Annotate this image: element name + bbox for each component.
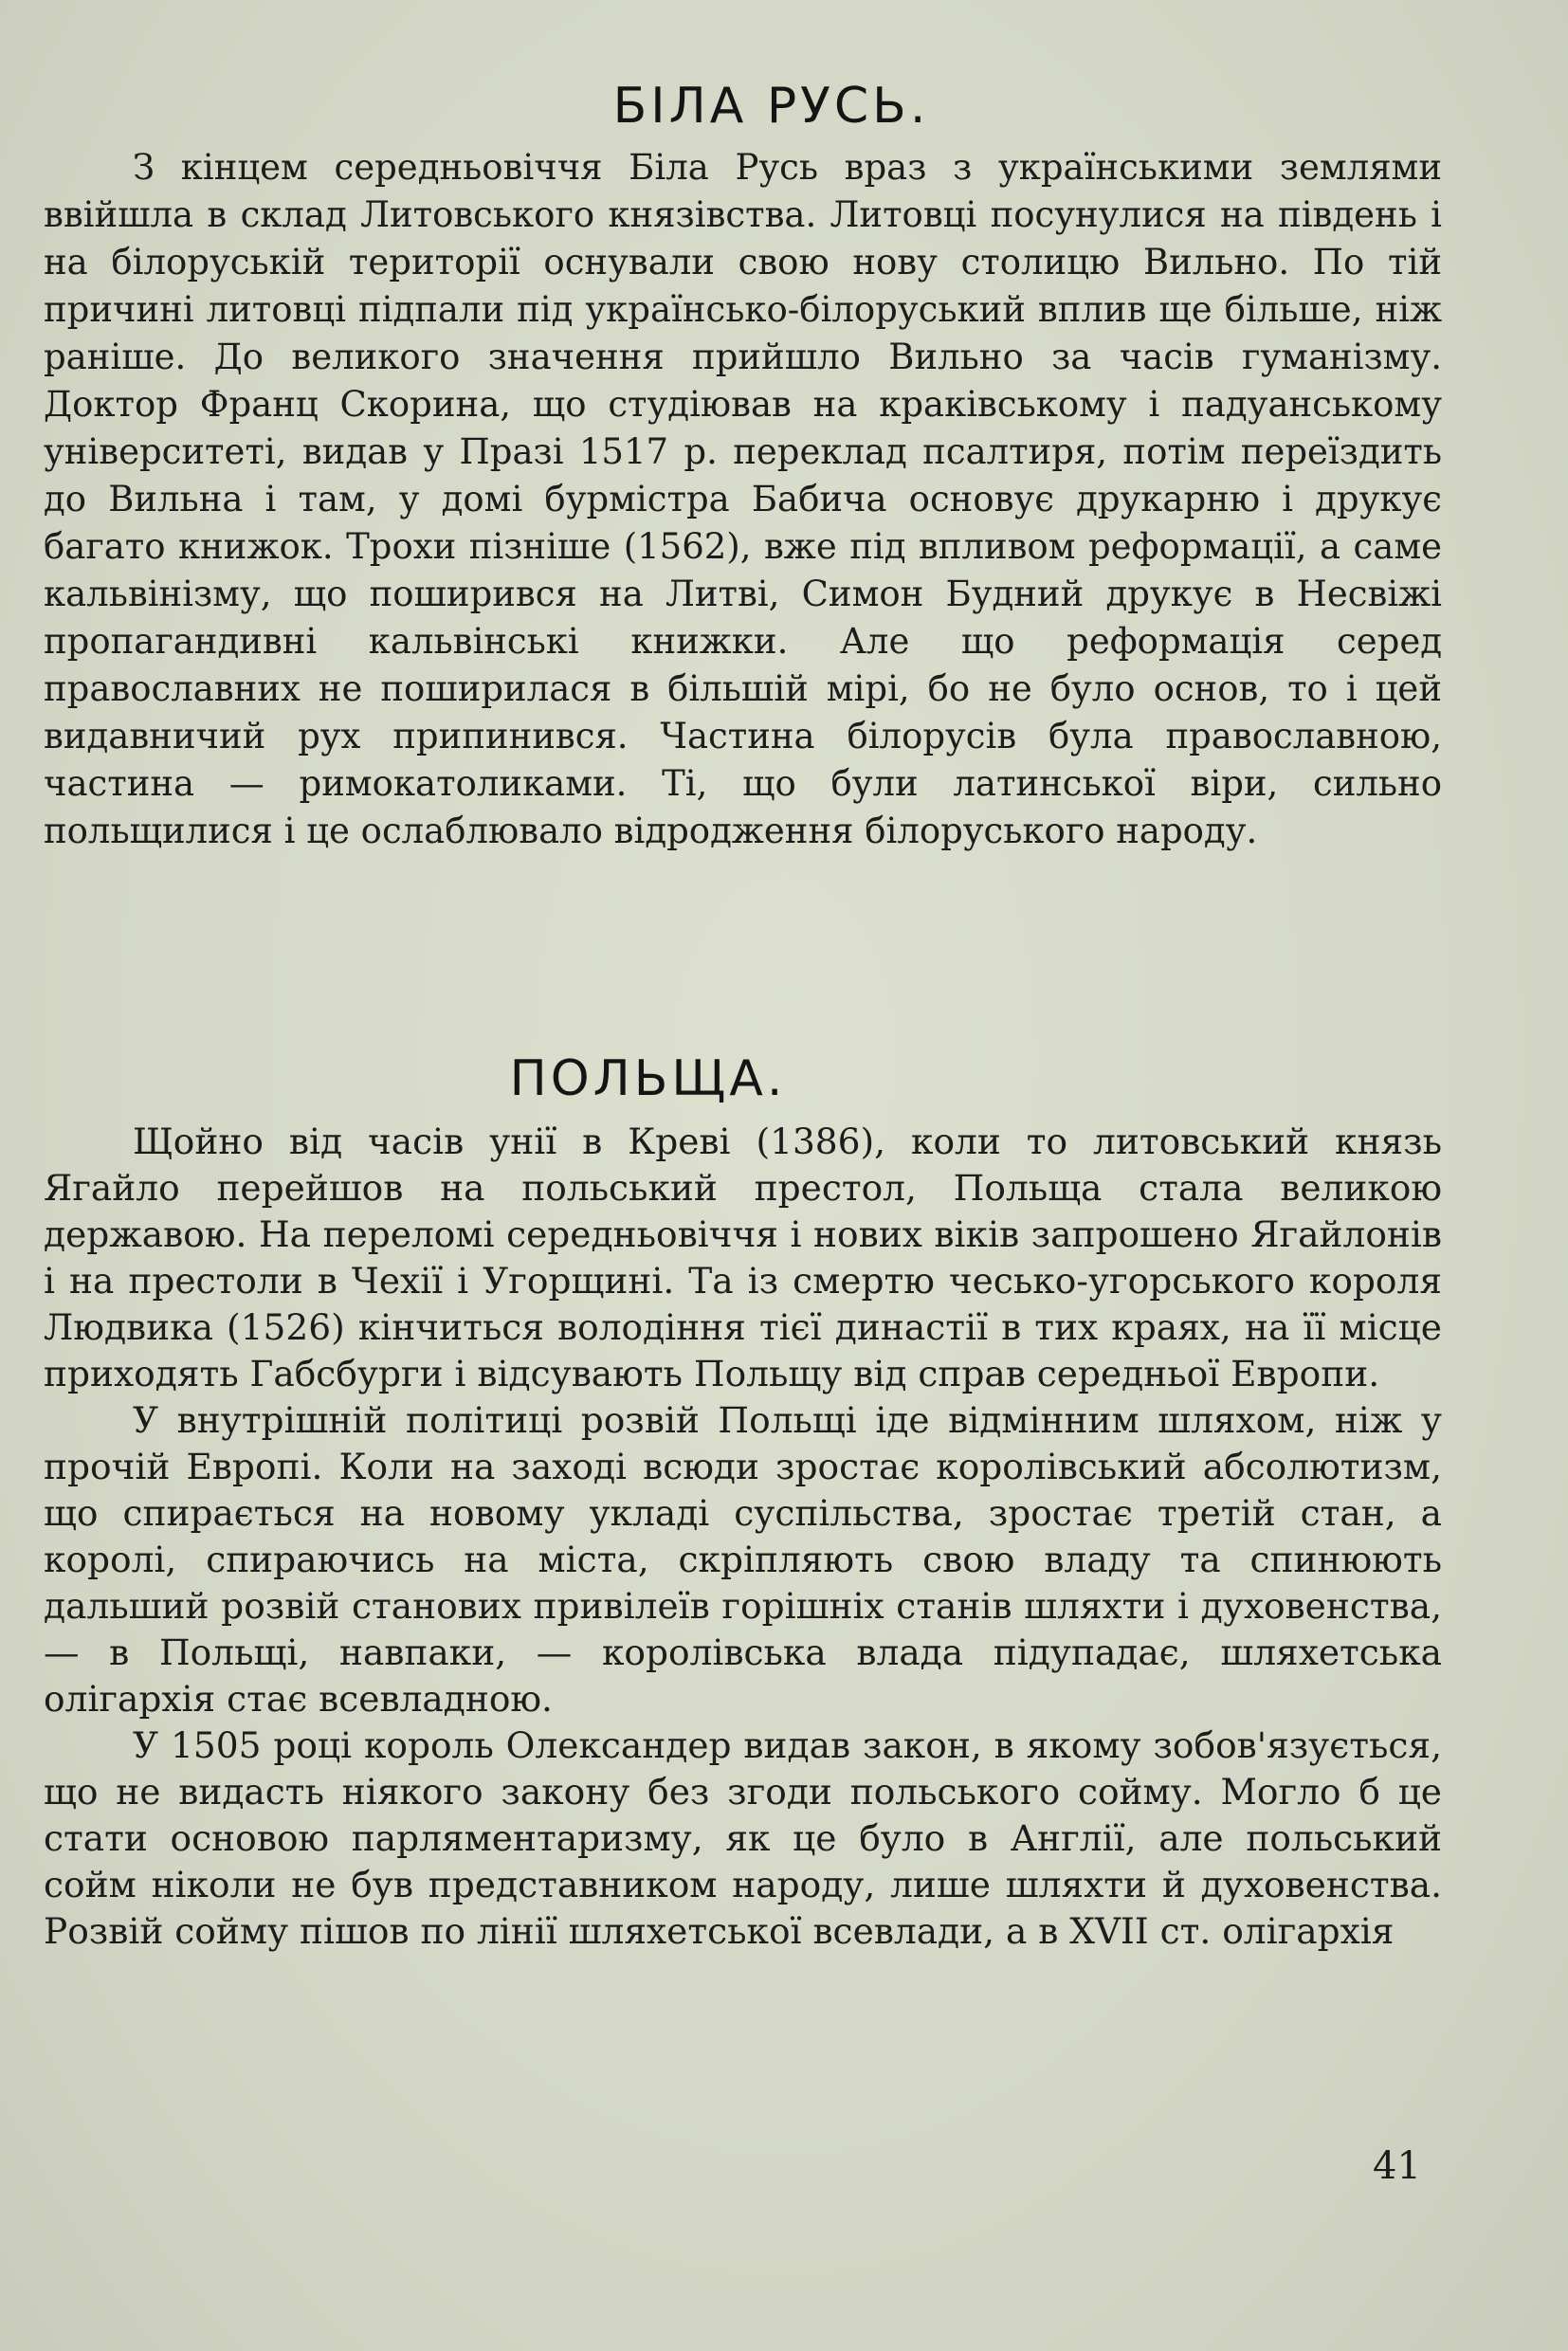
section-bila-rus xyxy=(44,78,1442,855)
section-heading: ПОЛЬЩА. xyxy=(509,1050,787,1107)
paragraph: З кінцем середньовіччя Біла Русь враз з українськими землями ввійшла в склад Литовського князівства. Литовці посунулися на південь і на білоруській території оснували свою нову столицю Вильно. По тій причині литовці підпали під українсько-білоруський вплив ще більше, ніж раніше. До великого значення прийшло Вильно за часів гуманізму. Доктор Франц Скорина, що студіював на краківському і падуанському університеті, видав у Празі 1517 р. переклад псалтиря, потім переїздить до Вильна і там, у домі бурмістра Бабича основує друкарню і друкує багато книжок. Трохи пізніше (1562), вже під впливом реформації, а саме кальвінізму, що поширився на Литві, Симон Будний друкує в Несвіжі пропагандивні кальвінські книжки. Але що реформація серед православних не поширилася в більшій мірі, бо не було основ, то і цей видавничий рух припинився. Частина білорусів була православною, частина — римокатоликами. Ті, що були латинської віри, сильно польщилися і це ослаблювало відродження білоруського народу. xyxy=(44,147,1442,851)
page-number: 41 xyxy=(1373,2144,1421,2188)
paragraph: Щойно від часів унії в Креві (1386), коли то литовський князь Ягайло перейшов на польський престол, Польща стала великою державою. На переломі середньовіччя і нових віків запрошено Ягайлонів і на престоли в Чехії і Угорщині. Та із смертю чесько-угорського короля Людвика (1526) кінчиться володіння тієї династії в тих краях, на її місце приходять Габсбурги і відсувають Польщу від справ середньої Европи. xyxy=(44,1121,1442,1394)
section-heading: БІЛА РУСЬ. xyxy=(612,78,930,135)
paragraph: У 1505 році король Олександер видав закон, в якому зобов'язується, що не видасть ніякого закону без згоди польського сойму. Могло б це стати основою парляментаризму, як це було в Англії, але польський сойм ніколи не був представником народу, лише шляхти й духовенства. Розвій сойму пішов по лінії шляхетської всевлади, а в XVII ст. олігархія xyxy=(44,1724,1442,1952)
paragraph: У внутрішній політиці розвій Польщі іде відмінним шляхом, ніж у прочій Европі. Коли на заході всюди зростає королівський абсолютизм, що спирається на новому укладі суспільства, зростає третій стан, а королі, спираючись на міста, скріпляють свою владу та спинюють дальший розвій станових привілеїв горішніх станів шляхти і духовенства, — в Польщі, навпаки, — королівська влада підупадає, шляхетська олігархія стає всевладною. xyxy=(44,1399,1442,1720)
section-polshcha xyxy=(44,1050,1442,1955)
